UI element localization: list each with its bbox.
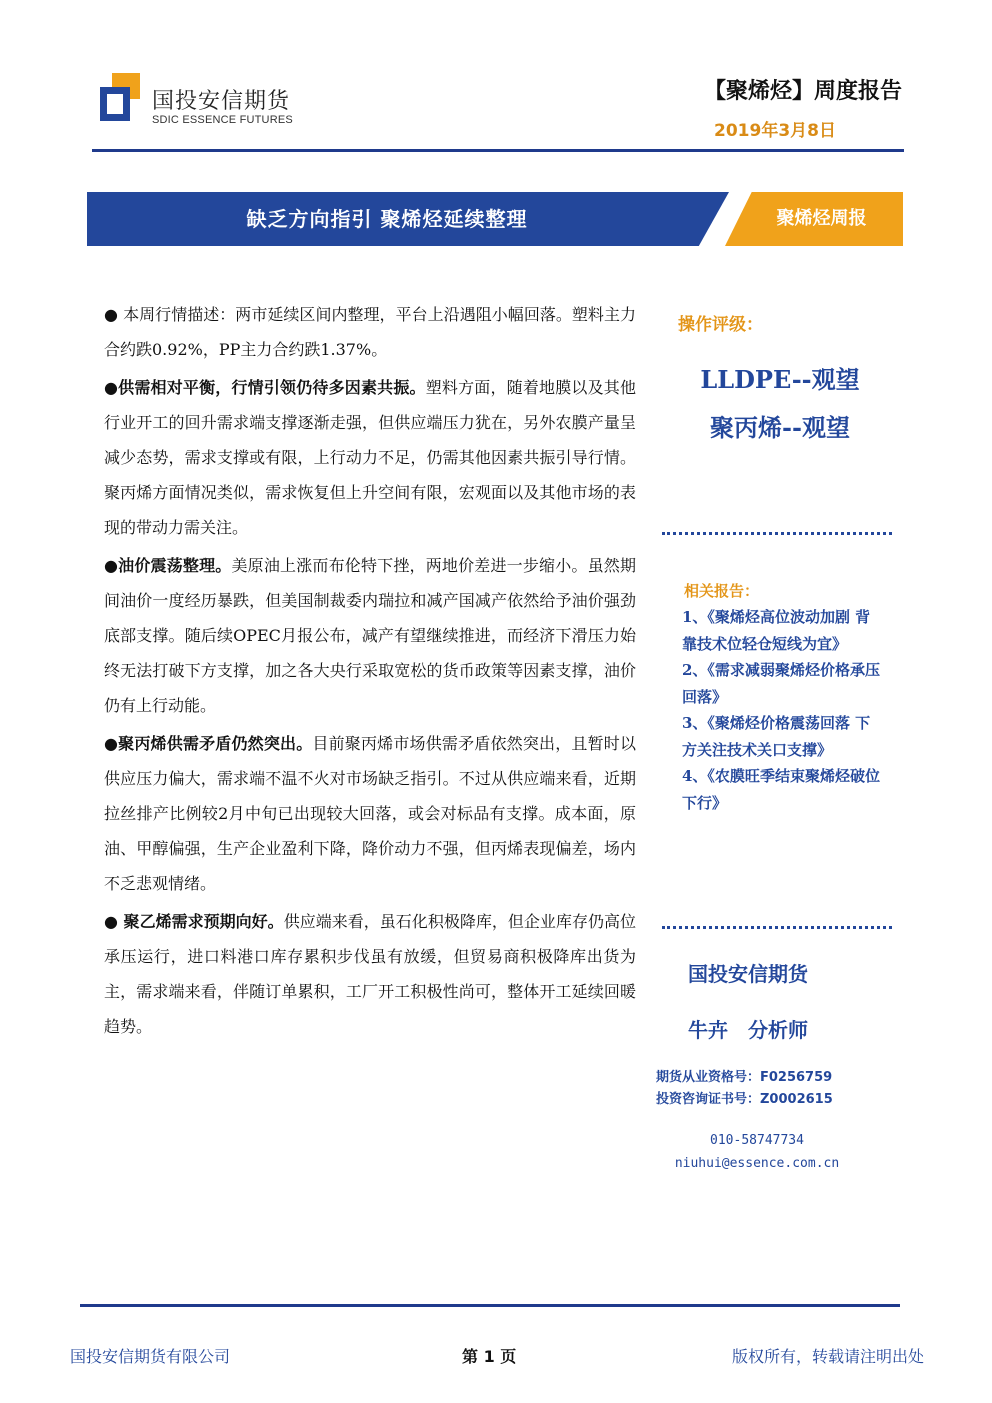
header-divider bbox=[92, 149, 904, 152]
related-report-link[interactable]: 1、《聚烯烃高位波动加剧 背靠技术位轻仓短线为宜》 bbox=[682, 608, 871, 653]
analyst-company: 国投安信期货 bbox=[688, 962, 808, 986]
related-report-link[interactable]: 3、《聚烯烃价格震荡回落 下方关注技术关口支撑》 bbox=[682, 714, 871, 759]
logo-company-name-cn: 国投安信期货 bbox=[152, 89, 291, 114]
analyst-name: 牛卉 bbox=[688, 1018, 728, 1042]
logo-company-name-en: SDIC ESSENCE FUTURES bbox=[152, 114, 293, 126]
footer-copyright: 版权所有，转载请注明出处 bbox=[731, 1347, 924, 1366]
related-report-link[interactable]: 4、《农膜旺季结束聚烯烃破位下行》 bbox=[682, 767, 880, 812]
paragraph-heading: ● 聚乙烯需求预期向好。 bbox=[104, 912, 284, 931]
paragraph-heading: ●供需相对平衡，行情引领仍待多因素共振。 bbox=[104, 378, 426, 397]
banner-tag: 聚烯烃周报 bbox=[776, 208, 867, 229]
futures-license: 期货从业资格号：F0256759 bbox=[656, 1070, 833, 1085]
footer-divider bbox=[80, 1304, 900, 1307]
related-reports-label: 相关报告： bbox=[684, 582, 760, 600]
advisory-license: 投资咨询证书号：Z0002615 bbox=[656, 1092, 833, 1107]
analyst-email-link[interactable]: niuhui@essence.com.cn bbox=[674, 1156, 840, 1171]
rating-lldpe: LLDPE--观望 bbox=[700, 365, 860, 394]
paragraph-supply-demand: ●供需相对平衡，行情引领仍待多因素共振。塑料方面，随着地膜以及其他行业开工的回升需求端支撑逐渐走强，但供应端压力犹在，另外农膜产量呈减少态势，需求支撑或有限，上行动力不足，仍需其他因素共振引导行情。聚丙烯方面情况类似，需求恢复但上升空间有限，宏观面以及其他市场的表现的带动力需关注。 bbox=[104, 378, 636, 537]
rating-label: 操作评级： bbox=[678, 315, 763, 335]
analyst-title: 分析师 bbox=[748, 1018, 808, 1042]
related-reports-list bbox=[682, 604, 882, 816]
sidebar-dotted-divider bbox=[662, 926, 892, 929]
paragraph-heading: ●聚丙烯供需矛盾仍然突出。 bbox=[104, 734, 313, 753]
page-number: 第 1 页 bbox=[462, 1347, 517, 1366]
sidebar-dotted-divider bbox=[662, 532, 892, 535]
footer-company: 国投安信期货有限公司 bbox=[70, 1347, 231, 1366]
paragraph-heading: ●油价震荡整理。 bbox=[104, 556, 232, 575]
paragraph-summary: ● 本周行情描述：两市延续区间内整理，平台上沿遇阻小幅回落。塑料主力合约跌0.92%，PP主力合约跌1.37%。 bbox=[104, 305, 636, 359]
company-logo-icon bbox=[98, 73, 142, 123]
rating-polypropylene: 聚丙烯--观望 bbox=[710, 413, 850, 442]
banner-title: 缺乏方向指引 聚烯烃延续整理 bbox=[246, 207, 528, 231]
analyst-phone: 010-58747734 bbox=[710, 1133, 804, 1148]
paragraph-polyethylene: ● 聚乙烯需求预期向好。供应端来看，虽石化积极降库，但企业库存仍高位承压运行，进口料港口库存累积步伐虽有放缓，但贸易商积极降库出货为主，需求端来看，伴随订单累积，工厂开工积极性尚可，整体开工延续回暖趋势。 bbox=[104, 912, 636, 1036]
analyst-info bbox=[688, 1014, 808, 1043]
report-body bbox=[104, 297, 636, 1047]
paragraph-oil-price: ●油价震荡整理。美原油上涨而布伦特下挫，两地价差进一步缩小。虽然期间油价一度经历暴跌，但美国制裁委内瑞拉和减产国减产依然给予油价强劲底部支撑。随后续OPEC月报公布，减产有望继续推进，而经济下滑压力始终无法打破下方支撑，加之各大央行采取宽松的货币政策等因素支撑，油价仍有上行动能。 bbox=[104, 556, 636, 715]
related-report-link[interactable]: 2、《需求减弱聚烯烃价格承压回落》 bbox=[682, 661, 880, 706]
paragraph-polypropylene: ●聚丙烯供需矛盾仍然突出。目前聚丙烯市场供需矛盾依然突出，且暂时以供应压力偏大，需求端不温不火对市场缺乏指引。不过从供应端来看，近期拉丝排产比例较2月中旬已出现较大回落，或会对标品有支撑。成本面，原油、甲醇偏强，生产企业盈利下降，降价动力不强，但丙烯表现偏差，场内不乏悲观情绪。 bbox=[104, 734, 636, 893]
report-title: 【聚烯烃】周度报告 bbox=[703, 79, 902, 104]
report-date: 2019年3月8日 bbox=[714, 121, 836, 141]
